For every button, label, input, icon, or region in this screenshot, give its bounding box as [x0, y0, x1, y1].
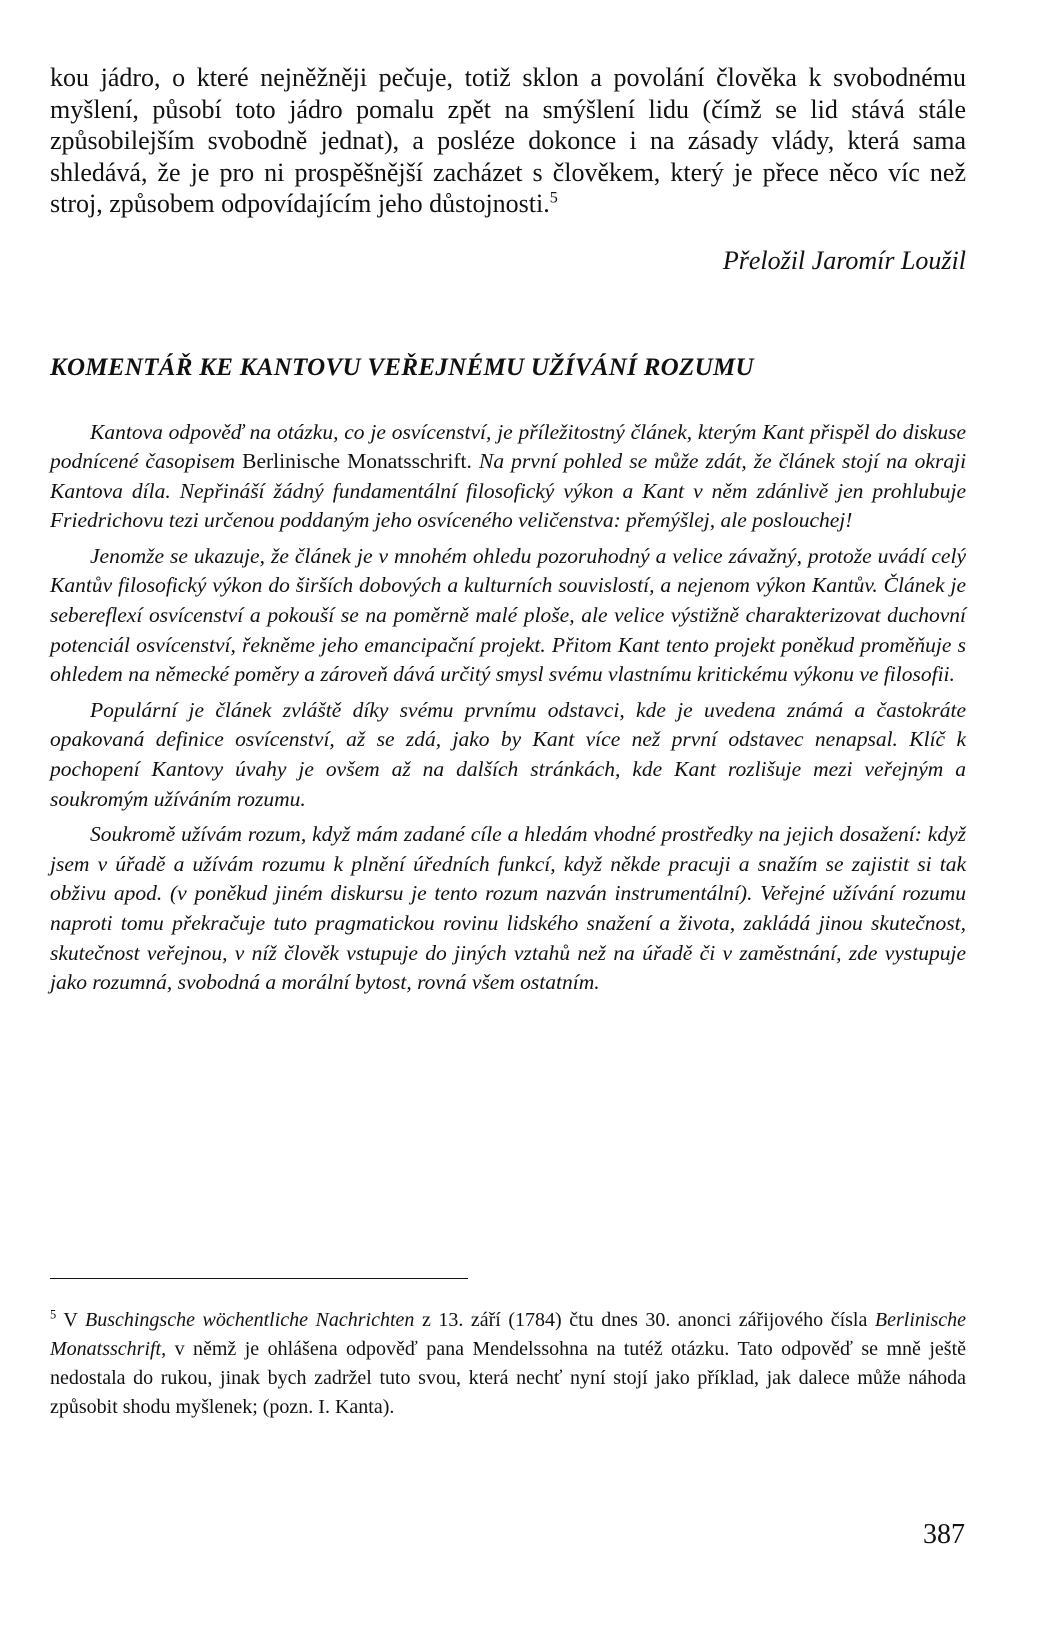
p1-before-journal: Kantova odpověď na otázku, co je osvícenství, je příležitostný článek, kterým Kant přispěl do diskuse podnícené časopisem: [50, 419, 966, 474]
translator-credit: Přeložil Jaromír Loužil: [722, 245, 966, 275]
footnote-middle: z 13. září (1784) čtu dnes 30. anonci zářijového čísla: [421, 1309, 868, 1331]
section-title: KOMENTÁŘ KE KANTOVU VEŘEJNÉMU UŽÍVÁNÍ ROZUMU: [50, 353, 754, 381]
commentary-paragraph-1: [50, 418, 966, 536]
commentary-paragraph-3: Populární je článek zvláště díky svému prvnímu odstavci, kde je uvedena známá a častokráte opakovaná definice osvícenství, až se zdá, jako by Kant více než první odstavec nenapsal. Klíč k pochopení Kantovy úvahy je ovšem až na dalších stránkách, kde Kant rozlišuje mezi veřejným a soukromým užíváním rozumu.: [50, 697, 966, 811]
page-number: 387: [923, 1519, 965, 1550]
commentary-paragraph-4: Soukromě užívám rozum, když mám zadané cíle a hledám vhodné prostředky na jejich dosažení: když jsem v úřadě a užívám rozumu k plnění úředních funkcí, když někde pracuji a snažím se zajistit si tak obživu apod. (v poněkud jiném diskursu je tento rozum nazván instrumentální). Veřejné užívání rozumu naproti tomu překračuje tuto pragmatickou rovinu lidského snažení a života, zakládá jinou skutečnost, skutečnost veřejnou, v níž člověk vstupuje do jiných vztahů než na úřadě či v zaměstnání, zde vystupuje jako rozumná, svobodná a morální bytost, rovná všem ostatním.: [50, 822, 966, 995]
footnote: [50, 1306, 966, 1422]
intro-text: kou jádro, o které nejněžněji pečuje, totiž sklon a povolání člověka k svobodnému myšlení, působí toto jádro pomalu zpět na smýšlení lidu (čímž se lid stává stále způsobilejším svobodně jednat), a posléze dokonce i na zásady vlády, která sama shledává, že je pro ni prospěšnější zacházet s člověkem, který je přece něco víc než stroj, způsobem odpovídajícím jeho důstojnosti.: [50, 63, 966, 218]
commentary: [50, 418, 966, 998]
intro-paragraph: [50, 62, 966, 220]
p1-after-journal: Na první pohled se může zdát, že článek stojí na okraji Kantova díla. Nepřináší žádný fundamentální filosofický výkon a Kant v něm zdánlivě jen prohlubuje Friedrichovu tezi určenou poddaným jeho osvíceného veličenstva: přemýšlej, ale poslouchej!: [50, 449, 967, 533]
footnote-reference: 5: [549, 189, 558, 207]
footnote-rest: v němž je ohlášena odpověď pana Mendelssohna na tutéž otázku. Tato odpověď se mně ještě nedostala do rukou, jinak bych zadržel tuto svou, která nechť nyní stojí jako příklad, jak dalece může náhoda způsobit shodu myšlenek; (pozn. I. Kanta).: [50, 1338, 966, 1418]
commentary-paragraph-2: Jenomže se ukazuje, že článek je v mnohém ohledu pozoruhodný a velice závažný, protože uvádí celý Kantův filosofický výkon do širších dobových a kulturních souvislostí, a nejenom výkon Kantův. Článek je sebereflexí osvícenství a pokouší se na poměrně malé ploše, ale velice výstižně charakterizovat duchovní potenciál osvícenství, řekněme jeho emancipační projekt. Přitom Kant tento projekt poněkud proměňuje s ohledem na německé poměry a zároveň dává určitý smysl svému vlastnímu kritickému výkonu ve filosofii.: [50, 543, 966, 687]
footnote-periodical: Buschingsche wöchentliche Nachrichten: [85, 1309, 415, 1331]
footnote-number: 5: [50, 1307, 57, 1322]
footnote-journal: Berlinische Monatsschrift,: [50, 1309, 966, 1360]
page-content: [50, 62, 966, 1004]
journal-name: Berlinische Monatsschrift.: [242, 449, 472, 474]
footnote-prefix: V: [63, 1309, 78, 1331]
footnote-divider: [50, 1278, 468, 1279]
